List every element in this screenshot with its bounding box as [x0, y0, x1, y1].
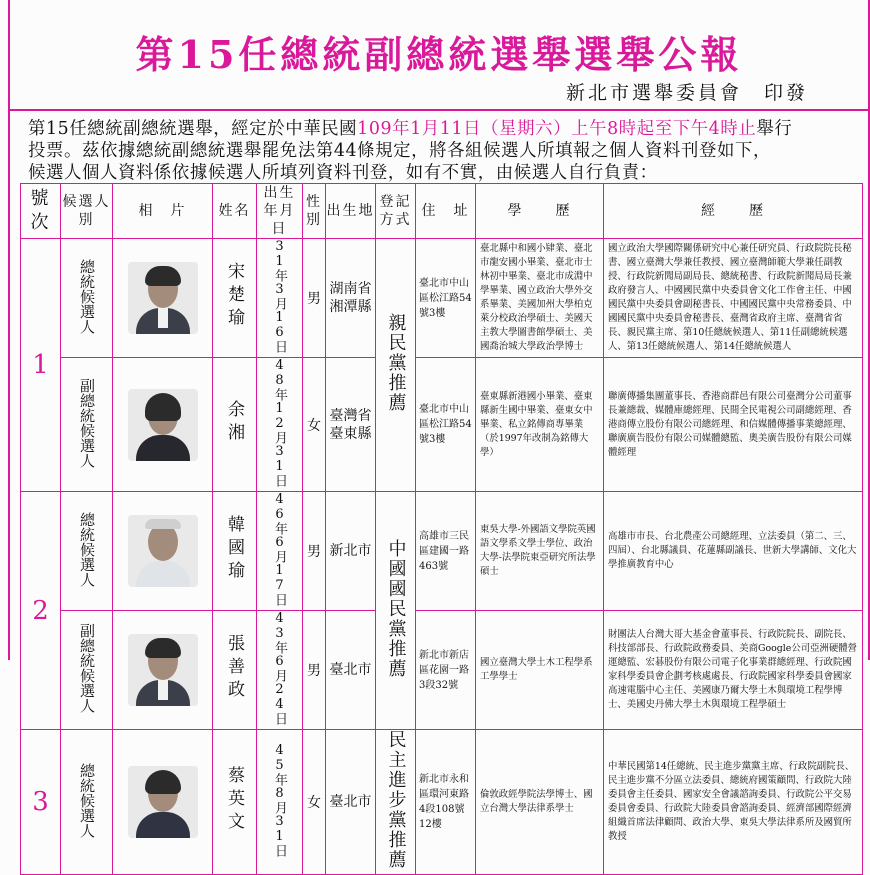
title-divider: [10, 109, 868, 111]
candidate-birthday: 46年6月17日: [272, 492, 287, 606]
candidate-photo: [113, 730, 213, 875]
table-header-row: [21, 184, 863, 239]
candidate-gender: 男: [303, 492, 326, 611]
portrait-photo-icon: [128, 389, 198, 461]
bulletin-title: 第15任總統副總統選舉選舉公報: [135, 32, 743, 77]
party-nomination: 中國國民黨推薦: [385, 538, 407, 679]
table-row: [21, 358, 863, 492]
candidate-experience: 高雄市市長、台北農產公司總經理、立法委員（第二、三、四屆）、台北縣議員、花蓮縣副議長、世新大學講師、文化大學推廣教育中心: [604, 492, 863, 611]
portrait-photo-icon: [128, 766, 198, 838]
candidate-education: 國立臺灣大學土木工程學系工學學士: [476, 611, 604, 730]
portrait-photo-icon: [128, 634, 198, 706]
candidate-table: [20, 183, 863, 875]
candidate-birthplace: 臺北市: [326, 730, 376, 875]
candidate-address: 高雄市三民區建國一路463號: [416, 492, 476, 611]
candidate-photo: [113, 239, 213, 358]
candidate-name: 蔡英文: [224, 765, 244, 835]
col-photo: 相 片: [113, 184, 213, 239]
candidate-role: 副總統候選人: [78, 623, 96, 713]
candidate-role: 總統候選人: [78, 762, 96, 838]
candidate-address: 臺北市中山區松江路54號3樓: [416, 239, 476, 358]
group-number: 3: [21, 730, 61, 875]
candidate-education: 臺東縣新港國小畢業、臺東縣新生國中畢業、臺東女中畢業、私立銘傳商專畢業（於1997年改制為銘傳大學）: [476, 358, 604, 492]
portrait-photo-icon: [128, 262, 198, 334]
candidate-name: 韓國瑜: [224, 514, 244, 584]
candidate-name: 張善政: [224, 633, 244, 703]
candidate-birthday: 31年3月16日: [272, 239, 287, 353]
candidate-gender: 女: [303, 730, 326, 875]
candidate-role: 總統候選人: [78, 511, 96, 587]
candidate-birthplace: 臺北市: [326, 611, 376, 730]
party-nomination: 民主進步黨推薦: [385, 730, 407, 870]
candidate-birthplace: 臺灣省臺東縣: [326, 358, 376, 492]
candidate-birthplace: 湖南省湘潭縣: [326, 239, 376, 358]
candidate-education: 臺北縣中和國小肄業、臺北市龍安國小畢業、臺北市士林初中畢業、臺北市成淵中學畢業、國立政治大學外交系畢業、美國加州大學柏克萊分校政治學碩士、美國天主教大學圖書館學碩士、美國喬治城大學政治學博士: [476, 239, 604, 358]
candidate-birthday: 43年6月24日: [272, 611, 287, 725]
candidate-birthday: 48年12月31日: [272, 358, 287, 487]
table-row: [21, 492, 863, 611]
intro-text-2: 舉行: [756, 119, 793, 139]
col-gender: 性別: [303, 184, 326, 239]
intro-text-1: 第15任總統副總統選舉，經定於中華民國: [28, 119, 358, 139]
voting-date-range: 109年1月11日（星期六）上午8時起至下午4時止: [357, 119, 757, 139]
candidate-experience: 中華民國第14任總統、民主進步黨黨主席、行政院副院長、民主進步黨不分區立法委員、總統府國策顧問、行政院大陸委員會主任委員、國家安全會議諮詢委員、行政院公平交易委員會委員、行政院大陸委員會諮詢委員、經濟部國際經濟組織首席法律顧問、政治大學、東吳大學法律系所及國貿所教授: [604, 730, 863, 875]
candidate-experience: 聯廣傳播集團董事長、香港商群邑有限公司臺灣分公司董事長兼總裁、媒體庫總經理、民間全民電視公司副總經理、香港商傳立股份有限公司總經理、和信媒體傳播事業總經理、聯廣廣告股份有限公司媒體總監、奧美廣告股份有限公司媒體經理: [604, 358, 863, 492]
candidate-education: 東吳大學-外國語文學院英國語文學系文學士學位、政治大學-法學院東亞研究所法學碩士: [476, 492, 604, 611]
col-birthplace: 出生地: [326, 184, 376, 239]
col-name: 姓名: [213, 184, 257, 239]
candidate-address: 新北市永和區環河東路4段108號12樓: [416, 730, 476, 875]
table-row: [21, 611, 863, 730]
party-nomination: 親民黨推薦: [385, 313, 407, 413]
group-number: 1: [21, 239, 61, 492]
candidate-photo: [113, 492, 213, 611]
group-number: 2: [21, 492, 61, 730]
intro-paragraph: [28, 118, 850, 184]
table-row: [21, 730, 863, 875]
table-row: [21, 239, 863, 358]
candidate-education: 倫敦政經學院法學博士、國立台灣大學法律系學士: [476, 730, 604, 875]
col-birthday: 出生年月日: [257, 184, 303, 239]
candidate-experience: 財團法人台灣大哥大基金會董事長、行政院院長、副院長、科技部部長、行政院政務委員、美商Google公司亞洲硬體營運總監、宏碁股份有限公司電子化事業群總經理、行政院國家科學委員會企劃考核處處長、行政院國家科學委員會國家高速電腦中心主任、美國康乃爾大學土木與環境工程學博士、美國史丹佛大學土木與環境工程學碩士: [604, 611, 863, 730]
col-education: 學 歷: [476, 184, 604, 239]
portrait-photo-icon: [128, 515, 198, 587]
issuer-line: 新北市選舉委員會 印發: [565, 82, 808, 104]
col-role: 候選人別: [61, 184, 113, 239]
col-experience: 經 歷: [604, 184, 863, 239]
col-number: 號次: [21, 184, 61, 239]
candidate-role: 總統候選人: [78, 258, 96, 334]
candidate-role: 副總統候選人: [78, 377, 96, 468]
col-address: 住 址: [416, 184, 476, 239]
candidate-birthplace: 新北市: [326, 492, 376, 611]
intro-line-2: 投票。茲依據總統副總統選舉罷免法第44條規定，將各組候選人所填報之個人資料刊登如下，: [28, 141, 771, 161]
col-registration: 登記方式: [376, 184, 416, 239]
intro-line-3: 候選人個人資料係依據候選人所填列資料刊登，如有不實，由候選人自行負責：: [28, 163, 658, 183]
candidate-name: 余湘: [224, 399, 244, 446]
candidate-photo: [113, 611, 213, 730]
candidate-photo: [113, 358, 213, 492]
candidate-gender: 男: [303, 611, 326, 730]
candidate-gender: 男: [303, 239, 326, 358]
candidate-gender: 女: [303, 358, 326, 492]
candidate-birthday: 45年8月31日: [272, 743, 287, 857]
intro-line-1: [28, 118, 850, 140]
candidate-experience: 國立政治大學國際關係研究中心兼任研究員、行政院院長秘書、國立臺灣大學兼任教授、國立臺灣師範大學兼任副教授、行政院新聞局副局長、總統秘書、行政院新聞局局長兼政府發言人、中國國民黨中央委員會文化工作會主任、中國國民黨中央委員會副秘書長、中國國民黨中央常務委員、中國國民黨中央委員會秘書長、臺灣省政府主席、臺灣省省長、親民黨主席、第10任總統候選人、第11任副總統候選人、第13任總統候選人、第14任總統候選人: [604, 239, 863, 358]
candidate-name: 宋楚瑜: [224, 261, 244, 331]
candidate-address: 臺北市中山區松江路54號3樓: [416, 358, 476, 492]
candidate-address: 新北市新店區花園一路3段32號: [416, 611, 476, 730]
